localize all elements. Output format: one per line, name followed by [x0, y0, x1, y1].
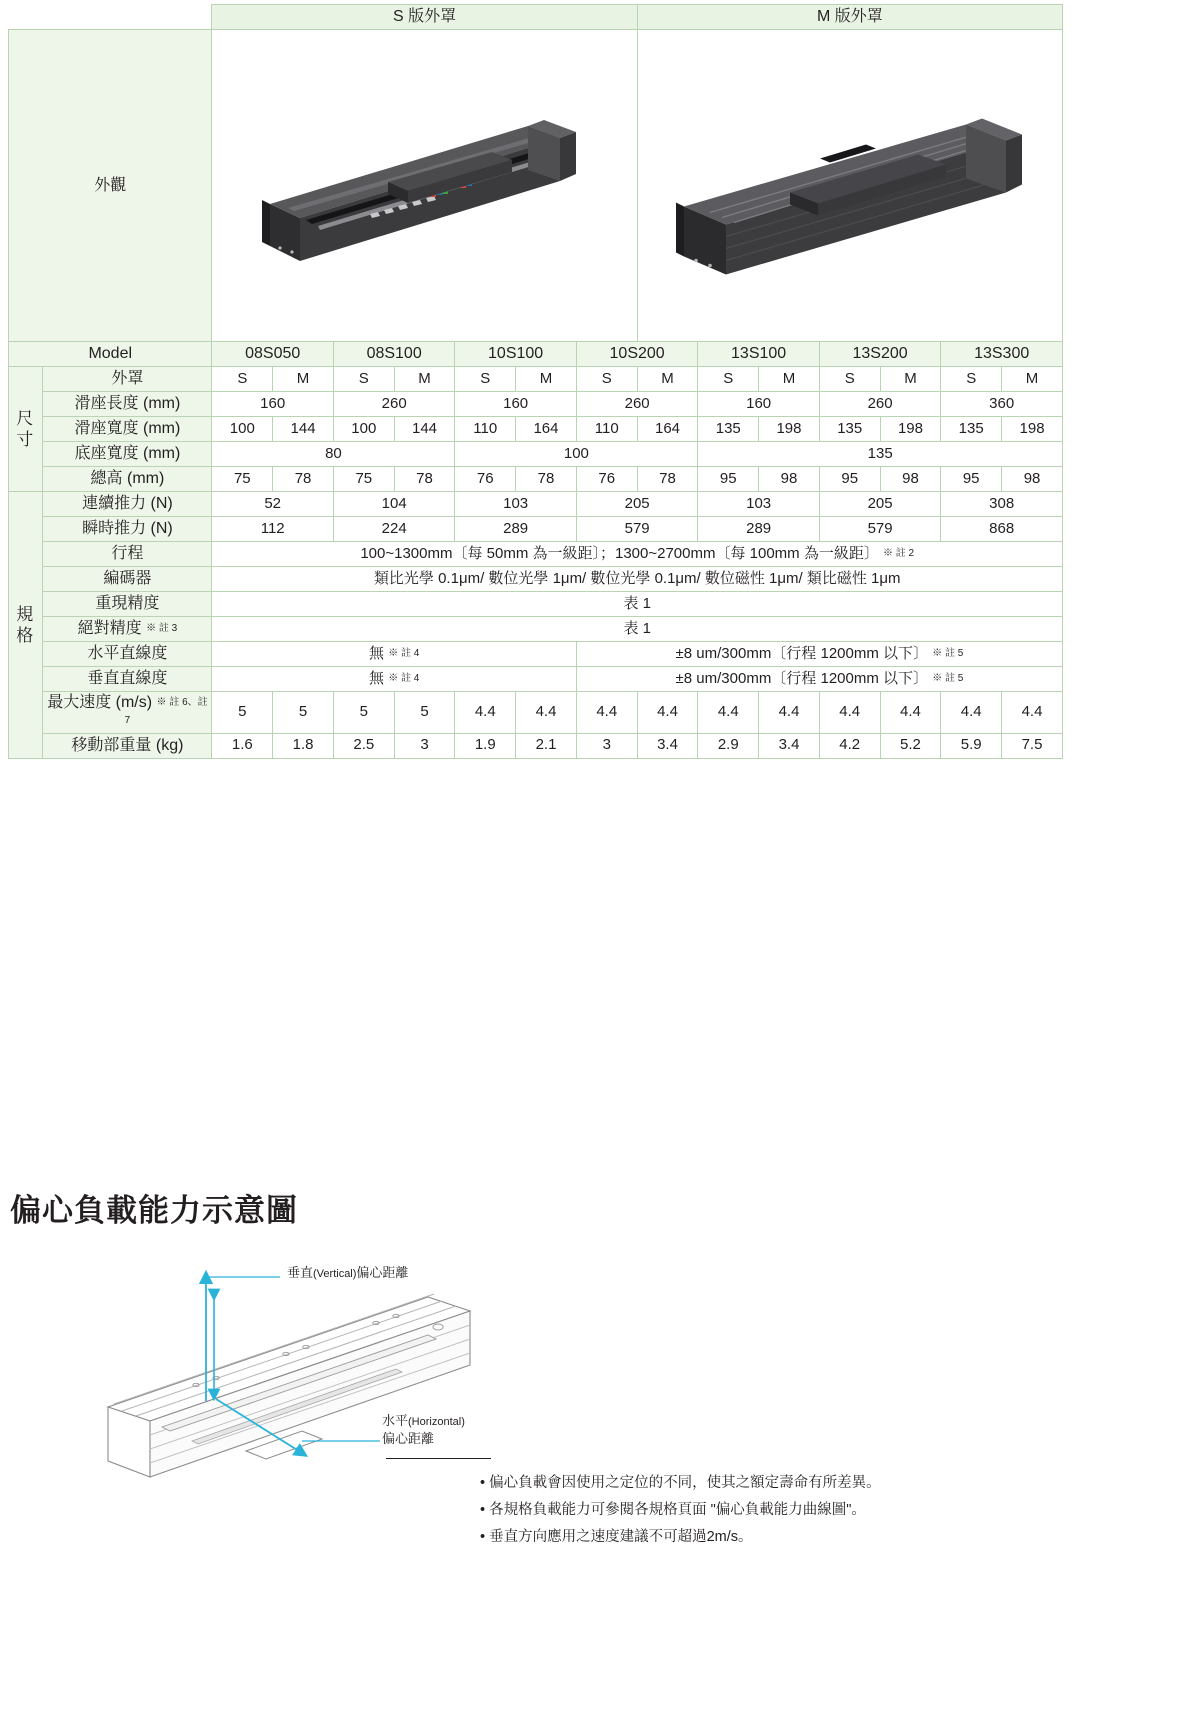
- cell-total-height-12: 95: [941, 467, 1002, 492]
- cell-carriage-width-7: 164: [637, 417, 698, 442]
- cell-carriage-length-0: 160: [212, 392, 333, 417]
- cell-moving-mass-8: 2.9: [698, 733, 759, 758]
- cell-total-height-2: 75: [333, 467, 394, 492]
- cell-cover-10: S: [819, 367, 880, 392]
- row-label-vertical-straightness: 垂直直線度: [43, 667, 212, 692]
- row-label-absolute-accuracy-note: ※ 註 3: [146, 623, 178, 634]
- table-row-carriage-length: [9, 392, 1063, 417]
- cell-peak-force-1: 224: [333, 517, 454, 542]
- row-label-model: Model: [9, 342, 212, 367]
- cell-total-height-6: 76: [576, 467, 637, 492]
- side-label-specs-text: 規格: [16, 604, 36, 645]
- row-label-continuous-force: 連續推力 (N): [43, 492, 212, 517]
- table-row-peak-force: [9, 517, 1063, 542]
- label-vertical-latin: (Vertical): [313, 1268, 357, 1280]
- row-label-appearance: 外觀: [9, 30, 212, 342]
- cell-cover-5: M: [516, 367, 577, 392]
- table-row-total-height: [9, 467, 1063, 492]
- cell-horizontal-straightness-1: [576, 642, 1062, 667]
- cell-carriage-width-4: 110: [455, 417, 516, 442]
- cell-cover-1: M: [273, 367, 334, 392]
- cell-total-height-9: 98: [759, 467, 820, 492]
- cell-moving-mass-5: 2.1: [516, 733, 577, 758]
- cell-peak-force-6: 868: [941, 517, 1063, 542]
- cell-carriage-width-0: 100: [212, 417, 273, 442]
- cell-horizontal-straightness-0: [212, 642, 576, 667]
- cell-total-height-5: 78: [516, 467, 577, 492]
- cell-max-speed-10: 4.4: [819, 692, 880, 734]
- section-title-eccentric-load: 偏心負載能力示意圖: [10, 1193, 298, 1228]
- cell-cover-2: S: [333, 367, 394, 392]
- model-08S050: 08S050: [212, 342, 333, 367]
- side-label-specs: [9, 492, 43, 759]
- cell-absolute-accuracy-value: 表 1: [212, 617, 1063, 642]
- cell-cover-11: M: [880, 367, 941, 392]
- table-row-max-speed: [9, 692, 1063, 734]
- table-row-vertical-straightness: [9, 667, 1063, 692]
- stroke-note: ※ 註 2: [883, 547, 915, 559]
- cell-total-height-7: 78: [637, 467, 698, 492]
- cell-base-width-2: 135: [698, 442, 1063, 467]
- cell-cover-12: S: [941, 367, 1002, 392]
- cell-total-height-4: 76: [455, 467, 516, 492]
- product-image-s-cover: [260, 96, 590, 276]
- cell-peak-force-5: 579: [819, 517, 940, 542]
- row-label-total-height: 總高 (mm): [43, 467, 212, 492]
- cell-max-speed-11: 4.4: [880, 692, 941, 734]
- cell-moving-mass-12: 5.9: [941, 733, 1002, 758]
- cell-carriage-width-3: 144: [394, 417, 455, 442]
- cell-total-height-8: 95: [698, 467, 759, 492]
- cell-moving-mass-3: 3: [394, 733, 455, 758]
- vertical-straightness-text-1: ±8 um/300mm〔行程 1200mm 以下〕: [675, 669, 929, 687]
- cell-moving-mass-4: 1.9: [455, 733, 516, 758]
- cell-vertical-straightness-1: [576, 667, 1062, 692]
- cell-continuous-force-2: 103: [455, 492, 576, 517]
- cell-carriage-length-2: 160: [455, 392, 576, 417]
- cell-max-speed-1: 5: [273, 692, 334, 734]
- vertical-straightness-text-0: 無: [369, 669, 385, 687]
- cell-carriage-width-13: 198: [1002, 417, 1063, 442]
- cell-moving-mass-0: 1.6: [212, 733, 273, 758]
- cell-moving-mass-10: 4.2: [819, 733, 880, 758]
- header-cover-m: M 版外罩: [637, 5, 1062, 30]
- horizontal-straightness-note-0: ※ 註 4: [388, 647, 420, 659]
- cell-cover-3: M: [394, 367, 455, 392]
- empty-corner: [9, 5, 43, 30]
- cell-total-height-11: 98: [880, 467, 941, 492]
- cell-moving-mass-11: 5.2: [880, 733, 941, 758]
- header-cover-s: S 版外罩: [212, 5, 637, 30]
- table-row-continuous-force: [9, 492, 1063, 517]
- row-label-repeatability: 重現精度: [43, 592, 212, 617]
- table-row-cover-type: [9, 367, 1063, 392]
- row-label-moving-mass: 移動部重量 (kg): [43, 733, 212, 758]
- empty-corner-2: [43, 5, 212, 30]
- side-label-dimensions: [9, 367, 43, 492]
- product-photo-m: [637, 30, 1062, 342]
- model-08S100: 08S100: [333, 342, 454, 367]
- label-vertical-eccentric-distance: [287, 1262, 408, 1281]
- cell-carriage-width-2: 100: [333, 417, 394, 442]
- row-label-max-speed: [43, 692, 212, 734]
- cell-max-speed-12: 4.4: [941, 692, 1002, 734]
- cell-carriage-width-8: 135: [698, 417, 759, 442]
- label-horizontal-eccentric-distance: [382, 1412, 465, 1447]
- cell-max-speed-3: 5: [394, 692, 455, 734]
- row-label-max-speed-note: ※ 註 6、註 7: [124, 697, 208, 727]
- table-row-repeatability: [9, 592, 1063, 617]
- cell-moving-mass-13: 7.5: [1002, 733, 1063, 758]
- cell-peak-force-4: 289: [698, 517, 819, 542]
- cell-carriage-length-3: 260: [576, 392, 698, 417]
- row-label-encoder: 編碼器: [43, 567, 212, 592]
- leader-line-horizontal: [386, 1458, 491, 1459]
- row-label-carriage-length: 滑座長度 (mm): [43, 392, 212, 417]
- row-label-absolute-accuracy: [43, 617, 212, 642]
- cell-total-height-10: 95: [819, 467, 880, 492]
- cell-max-speed-0: 5: [212, 692, 273, 734]
- product-image-m-cover: [670, 88, 1030, 283]
- table-row-encoder: [9, 567, 1063, 592]
- cell-repeatability-value: 表 1: [212, 592, 1063, 617]
- cell-cover-6: S: [576, 367, 637, 392]
- table-row-model: [9, 342, 1063, 367]
- cell-continuous-force-0: 52: [212, 492, 333, 517]
- cell-moving-mass-1: 1.8: [273, 733, 334, 758]
- cell-carriage-width-9: 198: [759, 417, 820, 442]
- cell-max-speed-8: 4.4: [698, 692, 759, 734]
- cell-continuous-force-6: 308: [941, 492, 1063, 517]
- model-13S300: 13S300: [941, 342, 1063, 367]
- label-horizontal-text: 水平: [382, 1413, 409, 1428]
- cell-cover-7: M: [637, 367, 698, 392]
- table-row-stroke: [9, 542, 1063, 567]
- eccentric-notes: [480, 1470, 881, 1550]
- row-label-peak-force: 瞬時推力 (N): [43, 517, 212, 542]
- cell-carriage-width-6: 110: [576, 417, 637, 442]
- cell-continuous-force-3: 205: [576, 492, 698, 517]
- cell-carriage-length-1: 260: [333, 392, 454, 417]
- cell-continuous-force-5: 205: [819, 492, 940, 517]
- cell-carriage-width-1: 144: [273, 417, 334, 442]
- horizontal-straightness-text-1: ±8 um/300mm〔行程 1200mm 以下〕: [675, 644, 929, 662]
- cell-peak-force-2: 289: [455, 517, 576, 542]
- spec-table-container: [8, 4, 1063, 759]
- cell-vertical-straightness-0: [212, 667, 576, 692]
- cell-base-width-1: 100: [455, 442, 698, 467]
- eccentric-note-2: • 各規格負載能力可參閱各規格頁面 "偏心負載能力曲線圖"。: [480, 1497, 881, 1524]
- table-row-absolute-accuracy: [9, 617, 1063, 642]
- cell-max-speed-13: 4.4: [1002, 692, 1063, 734]
- cell-carriage-width-10: 135: [819, 417, 880, 442]
- horizontal-straightness-text-0: 無: [369, 644, 385, 662]
- table-row-carriage-width: [9, 417, 1063, 442]
- vertical-straightness-note-0: ※ 註 4: [388, 672, 420, 684]
- product-photo-s: [212, 30, 637, 342]
- model-13S200: 13S200: [819, 342, 940, 367]
- row-label-cover: 外罩: [43, 367, 212, 392]
- cell-total-height-0: 75: [212, 467, 273, 492]
- cell-total-height-1: 78: [273, 467, 334, 492]
- row-label-max-speed-text: 最大速度 (m/s): [47, 694, 153, 711]
- stroke-text: 100~1300mm〔每 50mm 為一級距〕；1300~2700mm〔每 100mm 為一級距〕: [360, 544, 879, 562]
- side-label-dimensions-text: 尺寸: [16, 408, 36, 449]
- label-horizontal-tail: 偏心距離: [382, 1430, 435, 1446]
- cell-max-speed-7: 4.4: [637, 692, 698, 734]
- cell-moving-mass-7: 3.4: [637, 733, 698, 758]
- row-label-carriage-width: 滑座寬度 (mm): [43, 417, 212, 442]
- horizontal-straightness-note-1: ※ 註 5: [932, 647, 964, 659]
- cell-base-width-0: 80: [212, 442, 455, 467]
- eccentric-load-diagram: [40, 1255, 530, 1505]
- model-10S100: 10S100: [455, 342, 576, 367]
- row-label-horizontal-straightness: 水平直線度: [43, 642, 212, 667]
- eccentric-note-1: • 偏心負載會因使用之定位的不同，使其之額定壽命有所差異。: [480, 1470, 881, 1497]
- cell-cover-9: M: [759, 367, 820, 392]
- cell-carriage-length-5: 260: [819, 392, 940, 417]
- cell-moving-mass-6: 3: [576, 733, 637, 758]
- cell-max-speed-6: 4.4: [576, 692, 637, 734]
- cell-max-speed-5: 4.4: [516, 692, 577, 734]
- label-vertical-tail: 偏心距離: [356, 1265, 409, 1280]
- table-row-appearance: [9, 30, 1063, 342]
- cell-cover-13: M: [1002, 367, 1063, 392]
- table-row-horizontal-straightness: [9, 642, 1063, 667]
- cell-moving-mass-2: 2.5: [333, 733, 394, 758]
- cell-continuous-force-4: 103: [698, 492, 819, 517]
- row-label-base-width: 底座寬度 (mm): [43, 442, 212, 467]
- cell-encoder-value: 類比光學 0.1μm/ 數位光學 1μm/ 數位光學 0.1μm/ 數位磁性 1μm/ 類比磁性 1μm: [212, 567, 1063, 592]
- cell-peak-force-0: 112: [212, 517, 333, 542]
- cell-max-speed-9: 4.4: [759, 692, 820, 734]
- table-row-moving-mass: [9, 733, 1063, 758]
- cell-total-height-3: 78: [394, 467, 455, 492]
- cell-cover-0: S: [212, 367, 273, 392]
- cell-continuous-force-1: 104: [333, 492, 454, 517]
- cell-carriage-width-12: 135: [941, 417, 1002, 442]
- cell-moving-mass-9: 3.4: [759, 733, 820, 758]
- cell-max-speed-4: 4.4: [455, 692, 516, 734]
- model-13S100: 13S100: [698, 342, 819, 367]
- row-label-absolute-accuracy-text: 絕對精度: [77, 620, 142, 637]
- cell-carriage-length-6: 360: [941, 392, 1063, 417]
- cell-cover-8: S: [698, 367, 759, 392]
- label-vertical-text: 垂直: [287, 1265, 314, 1280]
- cell-cover-4: S: [455, 367, 516, 392]
- row-label-stroke: 行程: [43, 542, 212, 567]
- table-row-base-width: [9, 442, 1063, 467]
- cell-carriage-length-4: 160: [698, 392, 819, 417]
- cell-carriage-width-11: 198: [880, 417, 941, 442]
- cell-max-speed-2: 5: [333, 692, 394, 734]
- spec-table: [8, 4, 1063, 759]
- label-horizontal-latin: (Horizontal): [408, 1416, 465, 1428]
- cell-stroke-value: [212, 542, 1063, 567]
- vertical-straightness-note-1: ※ 註 5: [932, 672, 964, 684]
- table-row-cover-headers: [9, 5, 1063, 30]
- eccentric-note-3: • 垂直方向應用之速度建議不可超過2m/s。: [480, 1524, 881, 1551]
- cell-peak-force-3: 579: [576, 517, 698, 542]
- cell-total-height-13: 98: [1002, 467, 1063, 492]
- cell-carriage-width-5: 164: [516, 417, 577, 442]
- model-10S200: 10S200: [576, 342, 698, 367]
